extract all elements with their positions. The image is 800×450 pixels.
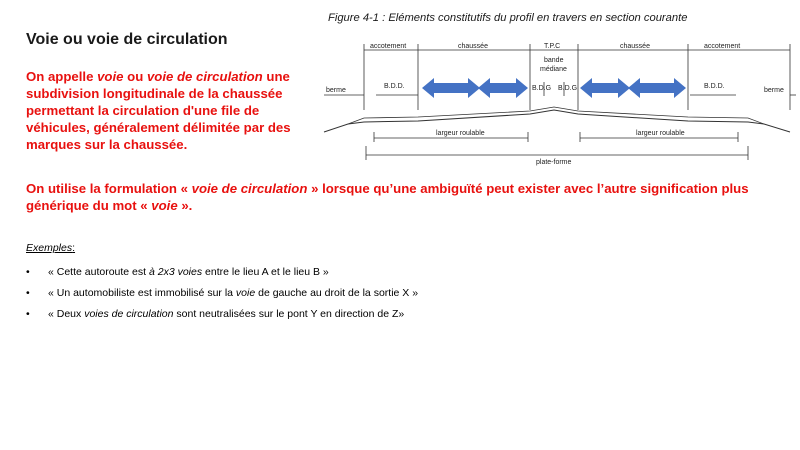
label-berme-right: berme [764,87,784,94]
label-largeur-roulable-right: largeur roulable [636,130,685,137]
label-chaussee-right: chaussée [620,43,650,50]
definition-text-3: une subdivision longitudinale de la chaussée permettant la circulation d'une file de véhicules, généralement délimitée par des marques sur la chaussée. [26,69,291,152]
label-bdd-right: B.D.D. [704,83,725,90]
figure-caption: Figure 4-1 : Eléments constitutifs du profil en travers en section courante [328,12,688,24]
example-emphasis: voie [235,287,256,299]
definition-term-voie: voie [97,69,124,84]
lane-arrow-3 [580,78,630,98]
list-item [26,283,418,304]
definition-term-voie-de-circulation: voie de circulation [146,69,263,84]
label-accotement-right: accotement [704,43,741,50]
label-bdd-left: B.D.D. [384,83,405,90]
list-item [26,262,418,283]
label-tpc: T.P.C [544,43,561,50]
example-emphasis: voies de circulation [84,308,174,320]
label-voie-4: Voie [650,102,664,109]
example-text: « Un automobiliste est immobilisé sur la [48,287,236,299]
example-emphasis: à 2x3 voies [148,266,203,278]
cross-section-figure [318,38,796,168]
list-item [26,304,418,325]
label-accotement-left: accotement [370,43,407,50]
example-text: « Deux [48,308,85,320]
definition-text-2: ou [123,69,147,84]
bullet-icon: • [26,287,30,299]
usage-paragraph [26,180,786,214]
road-profile [324,110,790,132]
label-mediane: médiane [540,66,567,73]
definition-paragraph [26,68,318,153]
label-berme-left: berme [326,87,346,94]
lane-arrow-2 [478,78,528,98]
usage-text-2: » lorsque qu’une ambiguïté peut exister avec l’autre signification plus générique du mot « [26,181,749,213]
bullet-icon: • [26,308,30,320]
lane-arrow-4 [628,78,686,98]
usage-text-3: ». [177,198,193,213]
examples-title: Exemples [26,242,73,254]
label-voie-3: Voie [594,102,608,109]
lane-arrow-1 [422,78,480,98]
page-title: Voie ou voie de circulation [26,31,228,48]
examples-colon: : [72,242,76,254]
example-text: sont neutralisées sur le pont Y en direction de Z» [173,308,405,320]
definition-text-1: On appelle [26,69,98,84]
label-bdg-left: B.D.G [532,85,552,92]
example-text: entre le lieu A et le lieu B » [202,266,329,278]
bullet-icon: • [26,266,30,278]
examples-heading [26,242,75,254]
label-bande: bande [544,57,564,64]
label-largeur-roulable-left: largeur roulable [436,130,485,137]
label-chaussee-left: chaussée [458,43,488,50]
usage-text-1: On utilise la formulation « [26,181,192,196]
example-text: de gauche au droit de la sortie X » [255,287,419,299]
label-plate-forme: plate-forme [536,159,572,166]
example-text: « Cette autoroute est [48,266,149,278]
label-voie-1: Voie [436,102,450,109]
examples-list [26,262,418,325]
label-voie-2: Voie [492,102,506,109]
usage-term-voie: voie [151,198,178,213]
usage-term-voie-de-circulation: voie de circulation [191,181,308,196]
label-bdg-right: B.D.G [558,85,578,92]
